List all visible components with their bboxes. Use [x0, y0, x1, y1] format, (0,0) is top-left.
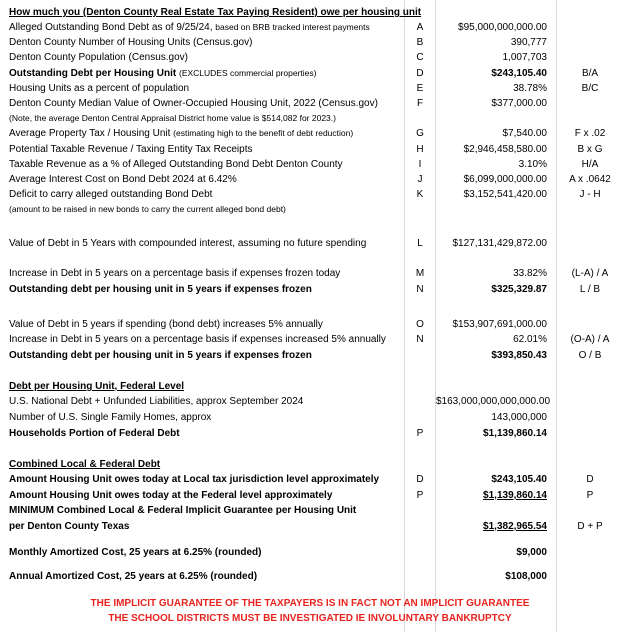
row-code: H	[416, 144, 424, 155]
table-row[interactable]	[0, 236, 620, 251]
row-value: $243,105.40	[491, 68, 547, 79]
row-label-text: Increase in Debt in 5 years on a percentage basis if expenses frozen today	[9, 268, 341, 279]
row-formula: A x .0642	[569, 174, 611, 185]
row-label	[9, 142, 404, 157]
row-label-text: Average Property Tax / Housing Unit	[9, 128, 174, 139]
row-value: $7,540.00	[502, 128, 547, 139]
row-label	[9, 126, 404, 141]
table-row[interactable]	[0, 20, 620, 35]
row-label-text: Denton County Number of Housing Units (Census.gov)	[9, 37, 253, 48]
row-label-text: Outstanding debt per housing unit in 5 years if expenses frozen	[9, 284, 312, 295]
table-row[interactable]	[0, 545, 620, 560]
table-row[interactable]	[0, 519, 620, 534]
row-label	[9, 545, 404, 560]
table-row[interactable]	[0, 142, 620, 157]
row-value: 38.78%	[513, 83, 547, 94]
table-row[interactable]	[0, 172, 620, 187]
footer-warning-1: THE IMPLICIT GUARANTEE OF THE TAXPAYERS IS IN FACT NOT AN IMPLICIT GUARANTEE	[90, 598, 530, 609]
row-value: 33.82%	[513, 268, 547, 279]
row-value: $377,000.00	[491, 98, 547, 109]
row-formula: O / B	[578, 350, 602, 361]
row-label-text: Denton County Population (Census.gov)	[9, 52, 188, 63]
row-value: $2,946,458,580.00	[463, 144, 547, 155]
footer-warning-2: THE SCHOOL DISTRICTS MUST BE INVESTIGATED IE INVOLUNTARY BANKRUPTCY	[108, 613, 512, 624]
row-label-text: Monthly Amortized Cost, 25 years at 6.25% (rounded)	[9, 547, 262, 558]
row-code: K	[416, 189, 424, 200]
row-formula: (L-A) / A	[571, 268, 609, 279]
table-row[interactable]	[0, 111, 620, 126]
table-row[interactable]	[0, 503, 620, 518]
row-code: L	[417, 238, 423, 249]
row-formula: F x .02	[574, 128, 606, 139]
row-label-text: Annual Amortized Cost, 25 years at 6.25% (rounded)	[9, 571, 258, 582]
row-code: C	[416, 52, 424, 63]
row-formula: D + P	[577, 521, 603, 532]
row-label-text: MINIMUM Combined Local & Federal Implicit Guarantee per Housing Unit	[9, 505, 357, 516]
row-label	[9, 426, 404, 441]
row-label-text: (Note, the average Denton Central Appraisal District home value is $514,082 for 2023.)	[9, 113, 336, 123]
row-label-text: Average Interest Cost on Bond Debt 2024 at 6.42%	[9, 174, 237, 185]
row-label-text: Outstanding Debt per Housing Unit	[9, 68, 177, 79]
row-value: 390,777	[510, 37, 547, 48]
table-row[interactable]	[0, 35, 620, 50]
row-label	[9, 519, 404, 534]
table-row[interactable]	[0, 202, 620, 217]
row-value: $163,000,000,000,000.00	[436, 396, 550, 407]
row-code: P	[416, 428, 424, 439]
row-label-text: Increase in Debt in 5 years on a percentage basis if expenses increased 5% annually	[9, 334, 386, 345]
table-row[interactable]	[0, 472, 620, 487]
row-label-text: Debt per Housing Unit, Federal Level	[9, 381, 185, 392]
row-value: 3.10%	[518, 159, 547, 170]
table-row[interactable]	[0, 379, 620, 394]
row-label	[9, 317, 404, 332]
row-label-text: Combined Local & Federal Debt	[9, 459, 161, 470]
row-label-text: Households Portion of Federal Debt	[9, 428, 180, 439]
sheet-title: How much you (Denton County Real Estate Tax Paying Resident) owe per housing unit	[9, 7, 422, 18]
row-label	[9, 472, 404, 487]
sheet-title-row[interactable]	[0, 5, 620, 20]
row-value: $6,099,000,000.00	[463, 174, 547, 185]
row-label	[9, 503, 404, 518]
row-value: 62.01%	[513, 334, 547, 345]
row-formula: B/C	[581, 83, 599, 94]
table-row[interactable]	[0, 348, 620, 363]
table-row[interactable]	[0, 81, 620, 96]
table-row[interactable]	[0, 410, 620, 425]
row-note: based on BRB tracked interest payments	[215, 22, 370, 32]
row-label-text: Amount Housing Unit owes today at Local tax jurisdiction level approximately	[9, 474, 380, 485]
row-value: $3,152,541,420.00	[463, 189, 547, 200]
row-code: B	[416, 37, 424, 48]
row-code: A	[416, 22, 424, 33]
row-label	[9, 35, 404, 50]
row-formula: P	[586, 490, 594, 501]
row-code: P	[416, 490, 424, 501]
table-row[interactable]	[0, 488, 620, 503]
row-label	[9, 394, 404, 409]
row-value: $1,139,860.14	[483, 428, 547, 439]
row-label	[9, 20, 404, 35]
row-value: $108,000	[505, 571, 547, 582]
row-label-text: Alleged Outstanding Bond Debt as of 9/25/24,	[9, 22, 216, 33]
row-value: $393,850.43	[491, 350, 547, 361]
row-code: D	[416, 474, 424, 485]
table-row[interactable]	[0, 96, 620, 111]
row-label	[9, 569, 404, 584]
row-label-text: Housing Units as a percent of population	[9, 83, 190, 94]
row-formula: L / B	[579, 284, 601, 295]
table-row[interactable]	[0, 157, 620, 172]
row-code: F	[416, 98, 424, 109]
row-label-text: per Denton County Texas	[9, 521, 130, 532]
row-formula: B x G	[577, 144, 603, 155]
row-label	[9, 66, 404, 81]
row-label	[9, 172, 404, 187]
row-formula: H/A	[581, 159, 599, 170]
row-label	[9, 202, 404, 217]
row-label	[9, 332, 404, 347]
row-label-text: Number of U.S. Single Family Homes, approx	[9, 412, 212, 423]
row-value: $9,000	[516, 547, 547, 558]
row-value: $153,907,691,000.00	[452, 319, 547, 330]
row-label	[9, 282, 404, 297]
row-label	[9, 348, 404, 363]
table-row[interactable]	[0, 426, 620, 441]
row-value: 1,007,703	[502, 52, 547, 63]
row-label	[9, 81, 404, 96]
row-label-text: Value of Debt in 5 Years with compounded interest, assuming no future spending	[9, 238, 367, 249]
row-label-text: Taxable Revenue as a % of Alleged Outstanding Bond Debt Denton County	[9, 159, 343, 170]
row-value: 143,000,000	[491, 412, 547, 423]
row-note: (EXCLUDES commercial properties)	[179, 68, 317, 78]
row-value: $95,000,000,000.00	[458, 22, 547, 33]
row-code: N	[416, 334, 424, 345]
row-code: N	[416, 284, 424, 295]
table-row[interactable]	[0, 317, 620, 332]
row-formula: J - H	[579, 189, 601, 200]
table-row[interactable]	[0, 126, 620, 141]
row-value: $243,105.40	[491, 474, 547, 485]
row-code: I	[418, 159, 422, 170]
row-label-text: Deficit to carry alleged outstanding Bond Debt	[9, 189, 213, 200]
row-label	[9, 379, 404, 394]
row-label-text: (amount to be raised in new bonds to carry the current alleged bond debt)	[9, 204, 286, 214]
row-label-text: Amount Housing Unit owes today at the Federal level approximately	[9, 490, 333, 501]
row-label	[9, 111, 404, 126]
table-row[interactable]	[0, 50, 620, 65]
row-code: D	[416, 68, 424, 79]
row-code: M	[415, 268, 425, 279]
row-label	[9, 488, 404, 503]
row-formula: D	[586, 474, 594, 485]
row-label-text: Denton County Median Value of Owner-Occupied Housing Unit, 2022 (Census.gov)	[9, 98, 378, 109]
row-code: E	[416, 83, 424, 94]
row-label	[9, 96, 404, 111]
row-label	[9, 266, 404, 281]
row-label-text: U.S. National Debt + Unfunded Liabilities, approx September 2024	[9, 396, 304, 407]
row-label	[9, 236, 404, 251]
row-code: G	[416, 128, 424, 139]
row-label-text: Outstanding debt per housing unit in 5 years if expenses frozen	[9, 350, 312, 361]
table-row[interactable]	[0, 457, 620, 472]
row-note: (estimating high to the benefit of debt reduction)	[173, 128, 354, 138]
row-formula: B/A	[581, 68, 599, 79]
table-row[interactable]	[0, 266, 620, 281]
row-label	[9, 187, 404, 202]
row-label-text: Potential Taxable Revenue / Taxing Entity Tax Receipts	[9, 144, 253, 155]
row-label	[9, 457, 404, 472]
row-value: $1,139,860.14	[483, 490, 547, 501]
row-label	[9, 50, 404, 65]
table-row[interactable]	[0, 187, 620, 202]
row-formula: (O-A) / A	[570, 334, 610, 345]
row-code: O	[416, 319, 424, 330]
row-label-text: Value of Debt in 5 years if spending (bond debt) increases 5% annually	[9, 319, 323, 330]
row-label	[9, 410, 404, 425]
table-row[interactable]	[0, 569, 620, 584]
table-row[interactable]	[0, 282, 620, 297]
table-row[interactable]	[0, 332, 620, 347]
row-label	[9, 157, 404, 172]
table-row[interactable]	[0, 66, 620, 81]
row-value: $127,131,429,872.00	[452, 238, 547, 249]
row-code: J	[417, 174, 423, 185]
row-value: $325,329.87	[491, 284, 547, 295]
table-row[interactable]	[0, 394, 620, 409]
row-value: $1,382,965.54	[483, 521, 547, 532]
